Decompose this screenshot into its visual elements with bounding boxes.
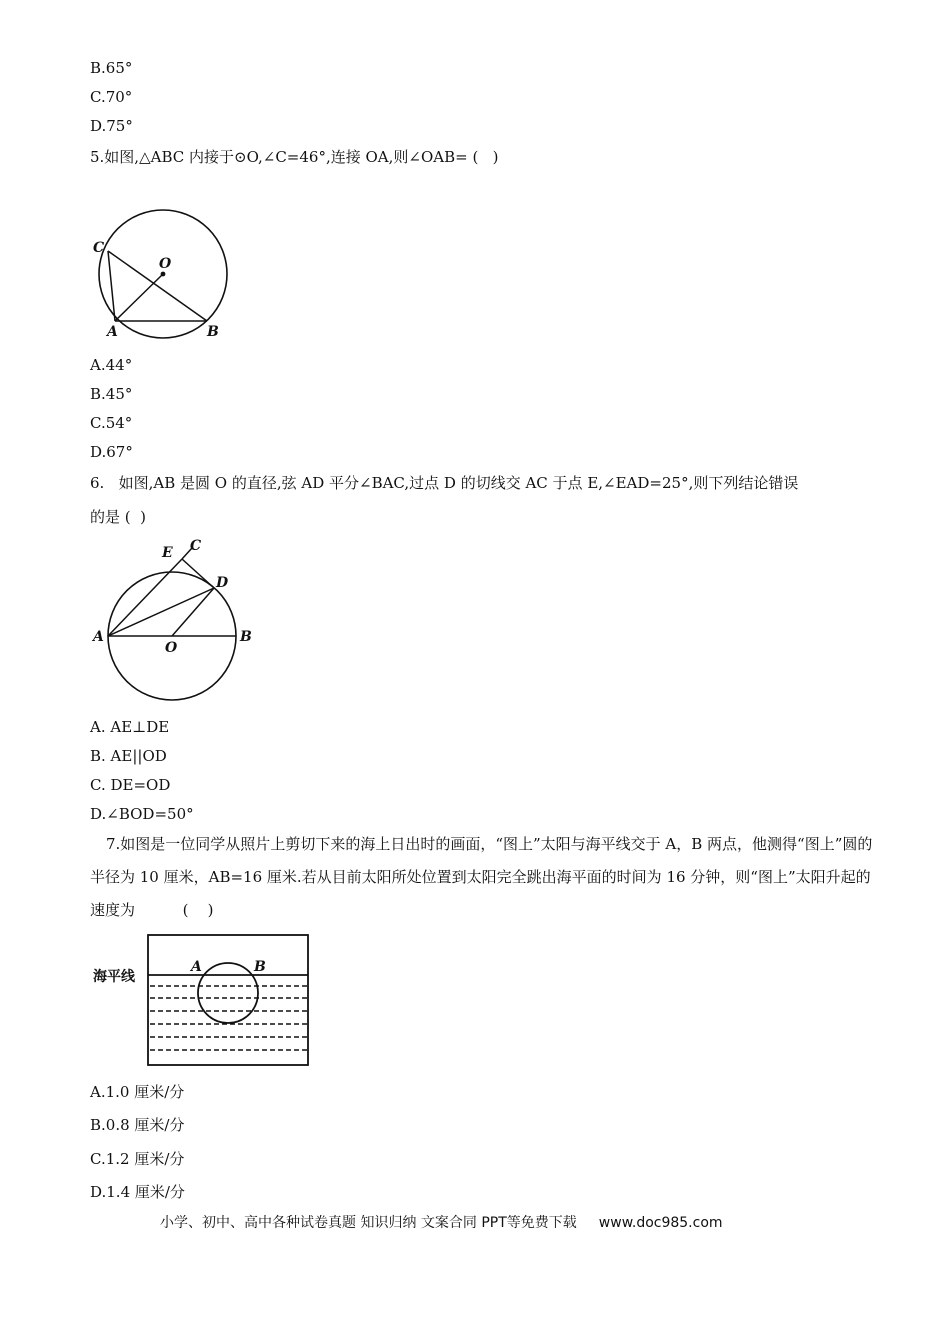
q7-option-c: C.1.2 厘米/分 [90,1150,185,1168]
q6-option-d: D.∠BOD=50° [90,805,194,823]
q5-option-d: D.67° [90,443,133,461]
q5-label-c: C [93,240,105,256]
q7-label-b: B [254,959,266,975]
q6-label-a: A [93,629,104,645]
q5-label-o: O [159,256,172,272]
q7-figure [88,930,318,1070]
q7-option-b: B.0.8 厘米/分 [90,1116,185,1134]
q7-label-sea-line: 海平线 [93,969,135,985]
q7-frame [148,935,308,1065]
q5-label-b: B [207,324,219,340]
q4-option-c: C.70° [90,88,133,106]
q4-option-d: D.75° [90,117,133,135]
q6-label-d: D [216,575,229,591]
q7-label-a: A [191,959,202,975]
q5-line-ca [108,251,115,321]
q5-line-oa [115,274,163,321]
q5-figure [85,200,245,345]
footer-text: 小学、初中、高中各种试卷真题 知识归纳 文案合同 PPT等免费下载 [160,1215,577,1231]
q6-option-c: C. DE=OD [90,776,171,794]
q5-line-cb [108,251,207,321]
q5-center-dot [161,272,166,277]
q4-option-b: B.65° [90,59,133,77]
page-footer [160,1213,723,1233]
q6-line-ae [108,559,182,636]
q7-stem: 7.如图是一位同学从照片上剪切下来的海上日出时的画面，“图上”太阳与海平线交于 A，B 两点，他测得“图上”圆的半径为 10 厘米，AB=16 厘米.若从目前太阳所处位置到太阳完全跳出海平面的时间为 16 分钟，则“图上”太阳升起的速度为 ( ) [90,835,873,919]
q6-label-e: E [162,545,173,561]
q7-option-d: D.1.4 厘米/分 [90,1183,185,1201]
q7-option-a: A.1.0 厘米/分 [90,1083,185,1101]
q6-figure [88,535,268,710]
q5-option-b: B.45° [90,385,133,403]
q6-option-b: B. AE||OD [90,747,167,765]
q6-label-b: B [240,629,252,645]
q6-label-o: O [165,640,178,656]
q6-stem-line1: 6. 如图,AB 是圆 O 的直径,弦 AD 平分∠BAC,过点 D 的切线交 AC 于点 E,∠EAD=25°,则下列结论错误 [90,474,799,492]
q7-sun-circle [198,963,258,1023]
q6-stem-line2: 的是 ( ) [90,508,147,526]
q5-label-a: A [107,324,118,340]
q6-line-od [172,588,214,636]
q5-option-c: C.54° [90,414,133,432]
q5-stem: 5.如图,△ABC 内接于⊙O,∠C=46°,连接 OA,则∠OAB= ( ) [90,148,499,166]
q6-line-ad [108,588,214,636]
q6-option-a: A. AE⊥DE [90,718,170,736]
q5-option-a: A.44° [90,356,133,374]
footer-url[interactable]: www.doc985.com [598,1215,723,1231]
q6-label-c: C [190,538,202,554]
